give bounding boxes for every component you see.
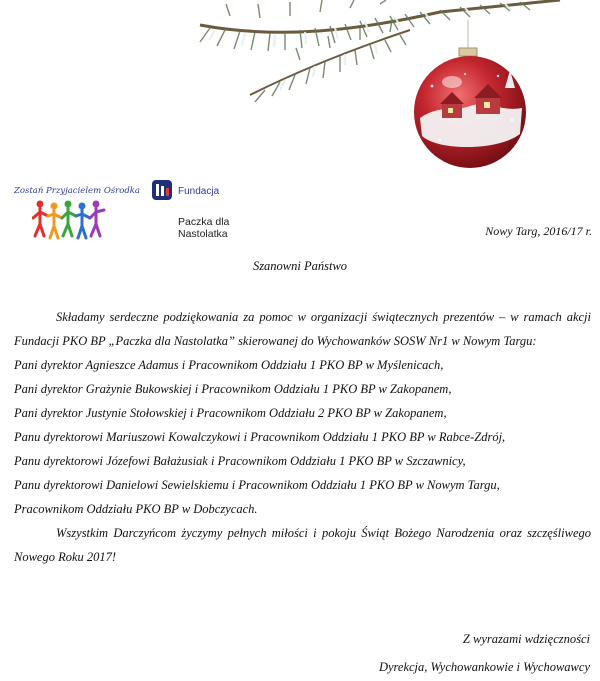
signature: Dyrekcja, Wychowankowie i Wychowawcy [378, 660, 590, 674]
letter-body [14, 305, 591, 569]
intro-paragraph: Składamy serdeczne podziękowania za pomoc w organizacji świątecznych prezentów – w ramach akcji Fundacji PKO BP „Paczka dla Nastolatka” skierowanej do Wychowanków SOSW Nr1 w Nowym Targu: [14, 310, 591, 348]
thanks-line: Pani dyrektor Grażynie Bukowskiej i Pracownikom Oddziału 1 PKO BP w Zakopanem, [14, 382, 452, 396]
thanks-line: Pani dyrektor Justynie Stołowskiej i Pracownikom Oddziału 2 PKO BP w Zakopanem, [14, 406, 447, 420]
pko-bp-icon [150, 178, 174, 202]
club-logo [14, 186, 141, 246]
place-and-date: Nowy Targ, 2016/17 r. [485, 224, 592, 238]
thanks-line: Pracownikom Oddziału PKO BP w Dobczycach. [14, 502, 258, 516]
thanks-line: Panu dyrektorowi Mariuszowi Kowalczykowi i Pracownikom Oddziału 1 PKO BP w Rabce-Zdrój, [14, 430, 506, 444]
children-figures-icon [32, 198, 112, 240]
club-logo-title: Zostań Przyjacielem Ośrodka [14, 186, 141, 196]
pko-fundacja-label: Fundacja [178, 186, 220, 197]
wishes-paragraph: Wszystkim Darczyńcom życzymy pełnych miłości i pokoju Świąt Bożego Narodzenia oraz szczęśliwego Nowego Roku 2017! [14, 526, 591, 564]
pko-foundation-logo [150, 178, 270, 238]
pko-program-label: Paczka dla Nastolatka [178, 216, 230, 240]
christmas-ornament-image [0, 0, 600, 180]
salutation: Szanowni Państwo [252, 259, 348, 273]
closing-phrase: Z wyrazami wdzięczności [462, 632, 590, 646]
thanks-line: Panu dyrektorowi Danielowi Sewielskiemu i Pracownikom Oddziału 1 PKO BP w Nowym Targu, [14, 478, 500, 492]
thanks-line: Pani dyrektor Agnieszce Adamus i Pracownikom Oddziału 1 PKO BP w Myślenicach, [14, 358, 444, 372]
thanks-line: Panu dyrektorowi Józefowi Bałażusiak i Pracownikom Oddziału 1 PKO BP w Szczawnicy, [14, 454, 466, 468]
